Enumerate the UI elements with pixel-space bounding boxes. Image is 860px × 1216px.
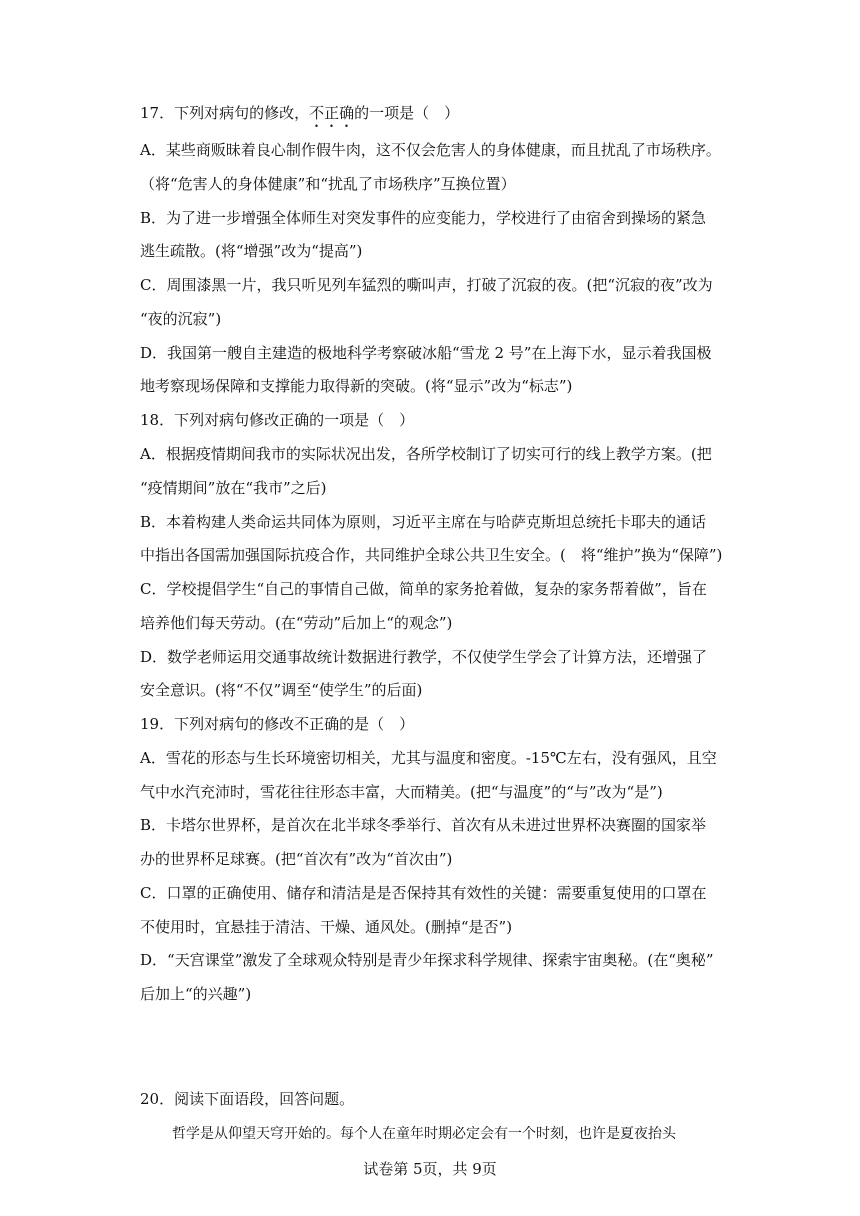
question-19-option-a: A．雪花的形态与生长环境密切相关，尤其与温度和密度。-15℃左右，没有强风，且空 — [140, 749, 717, 767]
question-18-option-a: A．根据疫情期间我市的实际状况出发，各所学校制订了切实可行的线上教学方案。(把 — [140, 445, 712, 463]
question-18-option-c: C．学校提倡学生“自己的事情自己做，简单的家务抢着做，复杂的家务帮着做”，旨在 — [140, 580, 707, 598]
question-19-option-c: C．口罩的正确使用、储存和清洁是是否保持其有效性的关键：需要重复使用的口罩在 — [140, 884, 707, 902]
question-17-stem — [140, 103, 720, 131]
question-17-option-a-cont: （将“危害人的身体健康”和“扰乱了市场秩序”互换位置） — [140, 175, 516, 193]
question-17-option-a: A．某些商贩昧着良心制作假牛肉，这不仅会危害人的身体健康，而且扰乱了市场秩序。 — [140, 141, 721, 159]
page-footer: 试卷第 5页，共 9页 — [363, 1160, 497, 1178]
question-19-option-a-cont: 气中水汽充沛时，雪花往往形态丰富，大而精美。(把“与温度”的“与”改为“是”) — [140, 783, 663, 801]
question-17-stem-suffix: 的一项是（ ） — [354, 104, 460, 122]
question-17-option-b-cont: 逃生疏散。(将“增强”改为“提高”) — [140, 242, 363, 260]
question-19-option-c-cont: 不使用时，宜悬挂于清洁、干燥、通风处。(删掉“是否”) — [140, 918, 513, 936]
question-18-option-a-cont: “疫情期间”放在“我市”之后) — [140, 479, 327, 497]
question-18-option-b: B．本着构建人类命运共同体为原则，习近平主席在与哈萨克斯坦总统托卡耶夫的通话 — [140, 513, 707, 531]
question-19-option-b-cont: 办的世界杯足球赛。(把“首次有”改为“首次由”) — [140, 850, 453, 868]
question-17-stem-prefix: 17．下列对病句的修改， — [140, 104, 310, 122]
question-17-option-c-cont: “夜的沉寂”) — [140, 310, 222, 328]
question-17-option-b: B．为了进一步增强全体师生对突发事件的应变能力，学校进行了由宿舍到操场的紧急 — [140, 209, 707, 227]
question-18-option-d-cont: 安全意识。(将“不仅”调至“使学生”的后面) — [140, 681, 423, 699]
question-20-passage: 哲学是从仰望天穹开始的。每个人在童年时期必定会有一个时刻，也许是夏夜抬头 — [172, 1126, 676, 1142]
question-19-option-b: B．卡塔尔世界杯，是首次在北半球冬季举行、首次有从未进过世界杯决赛圈的国家举 — [140, 816, 707, 834]
question-18-option-b-cont: 中指出各国需加强国际抗疫合作，共同维护全球公共卫生安全。( 将“维护”换为“保障”) — [140, 546, 723, 564]
question-19-option-d: D．“天宫课堂”激发了全球观众特别是青少年探求科学规律、探索宇宙奥秘。(在“奥秘” — [140, 951, 714, 969]
question-17-option-d: D．我国第一艘自主建造的极地科学考察破冰船“雪龙 2 号”在上海下水，显示着我国极 — [140, 344, 712, 362]
question-18-stem: 18．下列对病句修改正确的一项是（ ） — [140, 411, 415, 429]
question-17-option-c: C．周围漆黑一片，我只听见列车猛烈的嘶叫声，打破了沉寂的夜。(把“沉寂的夜”改为 — [140, 276, 713, 294]
question-18-option-c-cont: 培养他们每天劳动。(在“劳动”后加上“的观念”) — [140, 614, 453, 632]
question-19-option-d-cont: 后加上“的兴趣”) — [140, 985, 252, 1003]
question-19-stem: 19．下列对病句的修改不正确的是（ ） — [140, 715, 415, 733]
question-20-stem: 20．阅读下面语段，回答问题。 — [140, 1090, 355, 1108]
question-17-emphasis: 不正确 — [309, 104, 355, 122]
question-17-option-d-cont: 地考察现场保障和支撑能力取得新的突破。(将“显示”改为“标志”) — [140, 377, 573, 395]
question-18-option-d: D．数学老师运用交通事故统计数据进行教学，不仅使学生学会了计算方法，还增强了 — [140, 648, 708, 666]
